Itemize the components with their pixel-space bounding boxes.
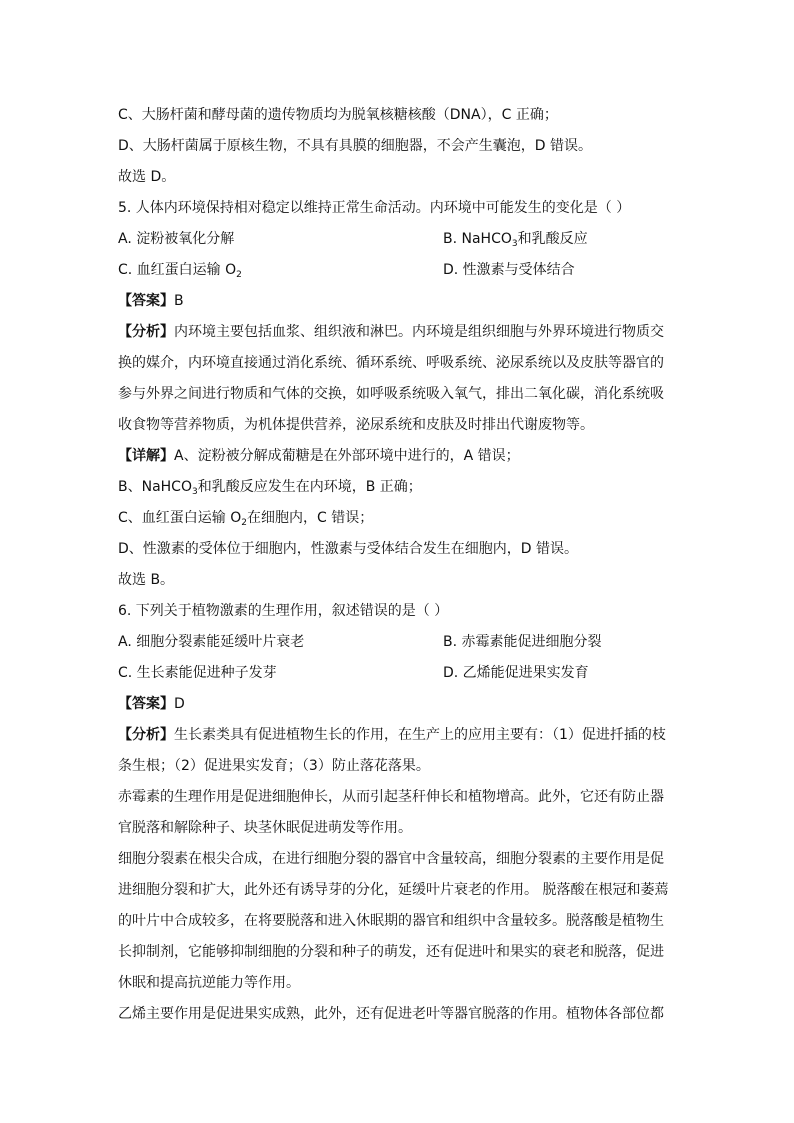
text-line: 收食物等营养物质，为机体提供营养，泌尿系统和皮肤及时排出代谢废物等。 — [118, 417, 594, 433]
option-b: B. NaHCO$_3$和乳酸反应 — [443, 231, 588, 249]
option-d: D. 乙烯能促进果实发育 — [443, 665, 589, 681]
question-6-stem: 6. 下列关于植物激素的生理作用，叙述错误的是（ ） — [118, 603, 449, 619]
question-6-answer: 【答案】D — [118, 696, 185, 712]
question-5-detail: 【详解】A、淀粉被分解成葡糖是在外部环境中进行的，A 错误； — [118, 448, 520, 464]
option-a: A. 淀粉被氧化分解 — [118, 231, 235, 247]
text-line: 的叶片中合成较多，在将要脱落和进入休眠期的器官和组织中含量较多。脱落酸是植物生 — [118, 913, 664, 929]
text-line: 故选 D。 — [118, 169, 176, 185]
option-c: C. 生长素能促进种子发芽 — [118, 665, 277, 681]
text-line: C、血红蛋白运输 $O_2$在细胞内，C 错误； — [118, 510, 374, 528]
text-line: 细胞分裂素在根尖合成，在进行细胞分裂的器官中含量较高，细胞分裂素的主要作用是促 — [118, 851, 664, 867]
text-line: C、大肠杆菌和酵母菌的遗传物质均为脱氧核糖核酸（DNA），C 正确； — [118, 107, 558, 123]
question-5-analysis: 【分析】内环境主要包括血浆、组织液和淋巴。内环境是组织细胞与外界环境进行物质交 — [118, 324, 664, 340]
question-5-conclusion: 故选 B。 — [118, 572, 175, 588]
question-5-answer: 【答案】B — [118, 293, 184, 309]
text-line: 休眠和提高抗逆能力等作用。 — [118, 975, 300, 991]
text-line: 进细胞分裂和扩大，此外还有诱导芽的分化，延缓叶片衰老的作用。 脱落酸在根冠和萎蔫 — [118, 882, 669, 898]
option-a: A. 细胞分裂素能延缓叶片衰老 — [118, 634, 305, 650]
text-line: 赤霉素的生理作用是促进细胞伸长，从而引起茎秆伸长和植物增高。此外，它还有防止器 — [118, 789, 664, 805]
option-b: B. 赤霉素能促进细胞分裂 — [443, 634, 602, 650]
text-line: 乙烯主要作用是促进果实成熟，此外，还有促进老叶等器官脱落的作用。植物体各部位都 — [118, 1006, 664, 1022]
text-line: D、大肠杆菌属于原核生物，不具有具膜的细胞器，不会产生囊泡，D 错误。 — [118, 138, 593, 154]
question-5-options-row-1 — [118, 224, 678, 255]
text-line: 官脱落和解除种子、块茎休眠促进萌发等作用。 — [118, 820, 412, 836]
option-d: D. 性激素与受体结合 — [443, 262, 575, 278]
text-line: 参与外界之间进行物质和气体的交换，如呼吸系统吸入氧气，排出二氧化碳，消化系统吸 — [118, 386, 664, 402]
question-6-options-row-1 — [118, 627, 678, 658]
text-line: 长抑制剂，它能够抑制细胞的分裂和种子的萌发，还有促进叶和果实的衰老和脱落，促进 — [118, 944, 664, 960]
text-line: 换的媒介，内环境直接通过消化系统、循环系统、呼吸系统、泌尿系统以及皮肤等器官的 — [118, 355, 664, 371]
page-content — [118, 100, 678, 1030]
option-c: C. 血红蛋白运输 $O_2$ — [118, 262, 242, 280]
text-line: D、性激素的受体位于细胞内，性激素与受体结合发生在细胞内，D 错误。 — [118, 541, 579, 557]
text-line: 条生根；（2）促进果实发育；（3）防止落花落果。 — [118, 758, 430, 774]
question-5-options-row-2 — [118, 255, 678, 286]
question-5-stem: 5. 人体内环境保持相对稳定以维持正常生命活动。内环境中可能发生的变化是（ ） — [118, 200, 631, 216]
text-line: B、NaHCO$_3$和乳酸反应发生在内环境，B 正确； — [118, 479, 422, 497]
question-6-options-row-2 — [118, 658, 678, 689]
question-6-analysis: 【分析】生长素类具有促进植物生长的作用，在生产上的应用主要有：（1）促进扦插的枝 — [118, 727, 666, 743]
